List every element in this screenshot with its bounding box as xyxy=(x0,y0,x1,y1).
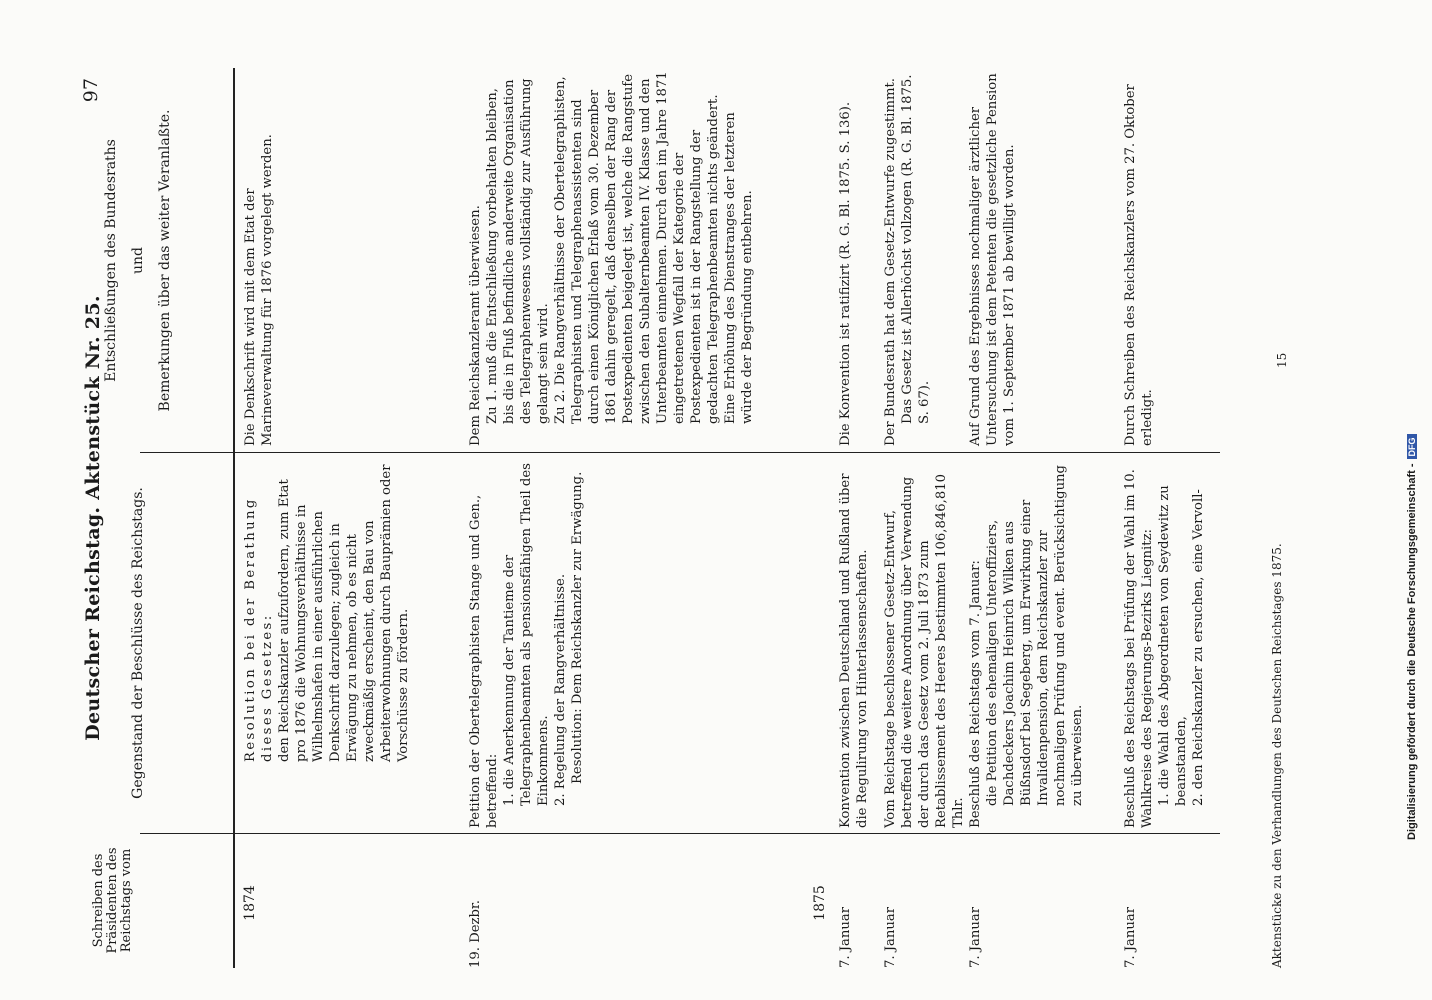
page-title: Deutscher Reichstag. Aktenstück Nr. 25. xyxy=(82,295,104,741)
entry-5-subject-text: die Petition des ehemaligen Unteroffiziers, Dachdeckers Joachim Heinrich Wilken aus Büßnsdorf bei Segeberg, um Erwirkung einer Invalidenpension, dem Reichskanzler zur nochmaligen Prüfung und event. Berücksichtigung zu überweisen. xyxy=(985,465,1085,806)
column-divider-1 xyxy=(140,833,1220,834)
entry-5-subject xyxy=(967,458,1086,828)
entry-6-subject-item-1: 1. die Wahl des Abgeordneten von Seydewitz zu beanstanden, xyxy=(1157,485,1189,806)
entry-6-subject xyxy=(1122,458,1207,828)
resolutions-header-line3: Bemerkungen über das weiter Veranlaßte. xyxy=(157,109,173,412)
entry-2-subject-heading: Petition der Obertelegraphisten Stange und Gen., betreffend: xyxy=(468,494,500,828)
rotated-table-page xyxy=(80,68,1320,968)
year-label-1875: 1875 xyxy=(812,885,828,921)
resolutions-header-line1: Entschließungen des Bundesraths xyxy=(103,139,119,382)
entry-4-resolution xyxy=(882,71,933,446)
digitization-notice xyxy=(1406,120,1426,840)
entry-1-subject-heading: Resolution bei der Berathung dieses Gesetzes: xyxy=(243,497,275,762)
dfg-logo: DFG xyxy=(1407,434,1417,459)
entry-2-subject-resolution: Resolution: Dem Reichskanzler zur Erwägung. xyxy=(570,471,585,784)
digitization-notice-text xyxy=(1406,120,1418,840)
footer-source: Aktenstücke zu den Verhandlungen des Deutschen Reichstages 1875. xyxy=(1270,543,1284,968)
entry-1-subject-text: den Reichskanzler aufzufordern, zum Etat pro 1876 die Wohnungsverhältnisse in Wilhelmshafen in einer ausführlichen Denkschrift darzulegen; zugleich in Erwägung zu nehmen, ob es nicht zweckmäßig erscheint, den Bau von Arbeiterwohnungen durch Bauprämien oder Vorschüsse zu fördern. xyxy=(277,464,411,762)
entry-2-date: 19. Dezbr. xyxy=(468,900,483,968)
column-divider-2 xyxy=(140,452,1220,453)
entry-2-resolution-intro: Dem Reichskanzleramt überwiesen. xyxy=(468,205,483,446)
entry-4-date: 7. Januar xyxy=(883,906,898,968)
entry-5-resolution xyxy=(967,71,1018,446)
entry-3-date: 7. Januar xyxy=(838,906,853,968)
entry-1-subject xyxy=(242,458,412,828)
entry-2-subject-item-1: 1. die Anerkennung der Tantieme der Telegraphenbeamten als pensionsfähigen Theil des Einkommens. xyxy=(502,463,551,806)
entry-4-subject-text: Vom Reichstage beschlossener Gesetz-Entwurf, betreffend die weitere Anordnung über Verwendung der durch das Gesetz vom 2. Juli 1873 zum Retablissement des Heeres bestimmten 106,846,810 Thlr. xyxy=(883,473,966,828)
entry-3-resolution-text: Die Konvention ist ratifizirt (R. G. Bl. 1875. S. 136). xyxy=(838,101,853,446)
entry-6-resolution xyxy=(1122,71,1156,446)
column-header-subject: Gegenstand der Beschlüsse des Reichstags. xyxy=(130,487,146,799)
entry-4-subject xyxy=(882,458,967,828)
entry-2-resolution xyxy=(467,71,756,446)
entry-2-subject-item-2: 2. Regelung der Rangverhältnisse. xyxy=(553,573,568,806)
entry-6-date: 7. Januar xyxy=(1123,906,1138,968)
entry-3-subject-text: Konvention zwischen Deutschland und Rußland über die Regulirung von Hinterlassenschaften. xyxy=(838,473,870,828)
entry-3-resolution xyxy=(837,71,854,446)
entry-4-resolution-line-2: Das Gesetz ist Allerhöchst vollzogen (R. G. Bl. 1875. S. 67). xyxy=(900,74,932,424)
entry-5-resolution-text: Auf Grund des Ergebnisses nochmaliger ärztlicher Untersuchung ist dem Petenten die gesetzliche Pension vom 1. September 1871 ab bewilligt worden. xyxy=(968,73,1017,446)
entry-1-resolution xyxy=(242,71,276,446)
entry-3-subject xyxy=(837,458,871,828)
entry-6-subject-heading: Beschluß des Reichstags bei Prüfung der Wahl im 10. Wahlkreise des Regierungs-Bezirks Liegnitz: xyxy=(1123,469,1155,828)
entry-6-resolution-text: Durch Schreiben des Reichskanzlers vom 27. Oktober erledigt. xyxy=(1123,84,1155,446)
dfg-credit: Digitalisierung gefördert durch die Deutsche Forschungsgemeinschaft - xyxy=(1406,463,1418,840)
footer-signature: 15 xyxy=(1275,352,1289,368)
page-number: 97 xyxy=(80,78,102,103)
entry-2-resolution-point-1: Zu 1. muß die Entschließung vorbehalten bleiben, bis die in Fluß befindliche anderweite Organisation des Telegraphenwesens vollständig zur Ausführung gelangt sein wird. xyxy=(485,78,551,424)
column-header-date: Schreiben des Präsidenten des Reichstags vom xyxy=(91,847,134,954)
resolutions-header-line2: und xyxy=(130,247,146,274)
column-header-resolutions xyxy=(98,68,179,453)
entry-1-resolution-text: Die Denkschrift wird mit dem Etat der Marineverwaltung für 1876 vorgelegt werden. xyxy=(243,134,275,446)
entry-4-resolution-line-1: Der Bundesrath hat dem Gesetz-Entwurfe zugestimmt. xyxy=(883,78,898,446)
entry-5-subject-heading: Beschluß des Reichstags vom 7. Januar: xyxy=(968,560,983,828)
year-label-1874: 1874 xyxy=(242,885,258,921)
entry-5-date: 7. Januar xyxy=(968,906,983,968)
entry-2-resolution-point-2: Zu 2. Die Rangverhältnisse der Obertelegraphisten, Telegraphisten und Telegraphenassistenten sind durch einen Königlichen Erlaß vom 30. Dezember 1861 dahin geregelt, daß denselben der Rang der Postexpedienten beigelegt ist, welche die Rangstufe zwischen den Subalternbeamten IV. Klasse und den Unterbeamten einnehmen. Durch den im Jahre 1871 eingetretenen Wegfall der Kategorie der Postexpedienten ist in der Rangstellung der gedachten Telegraphenbeamten nichts geändert. Eine Erhöhung des Dienstranges der letzteren würde der Begründung entbehren. xyxy=(553,71,755,424)
entry-6-subject-item-2: 2. den Reichskanzler zu ersuchen, eine Vervoll- xyxy=(1191,489,1206,806)
entry-2-subject xyxy=(467,458,586,828)
